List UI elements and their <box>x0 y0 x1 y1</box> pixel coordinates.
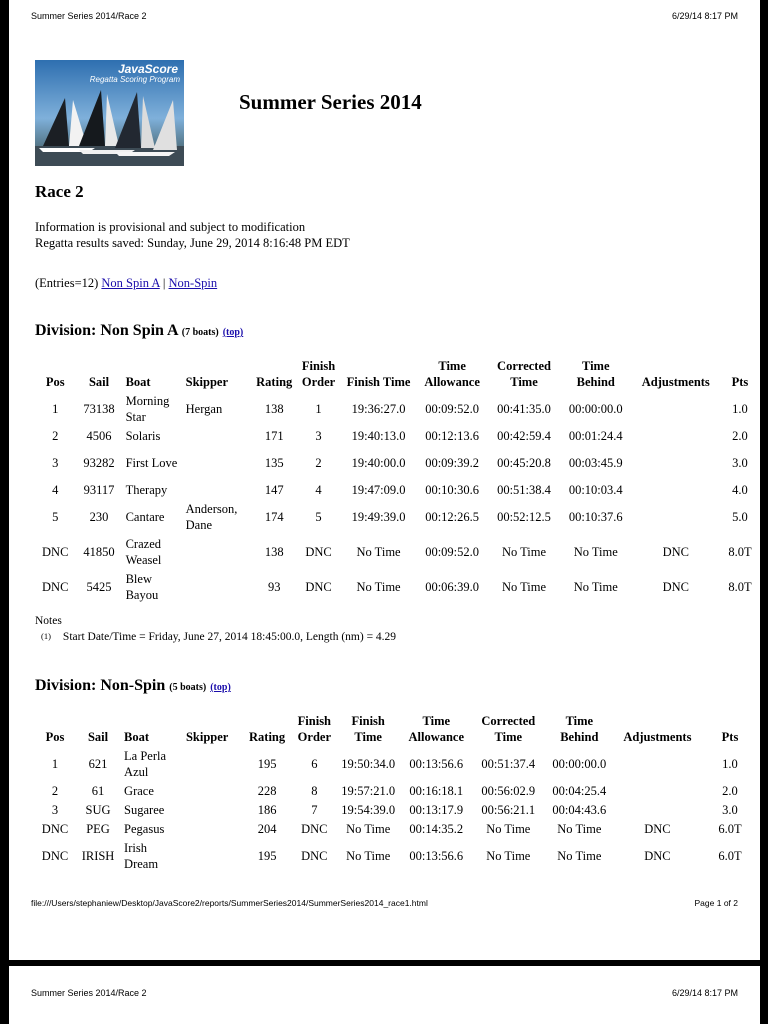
column-header: Finish Time <box>346 375 411 389</box>
table-cell: 93282 <box>83 455 115 470</box>
table-cell: PEG <box>86 821 110 836</box>
table-cell <box>183 781 242 800</box>
table-cell: 93117 <box>83 482 115 497</box>
table-cell: 204 <box>257 821 277 836</box>
table-cell: 3 <box>52 455 59 470</box>
footer-page-number: Page 1 of 2 <box>694 898 738 908</box>
table-cell: 00:01:24.4 <box>568 428 623 443</box>
table-cell: 00:51:37.4 <box>481 756 536 771</box>
table-cell: 00:13:17.9 <box>409 802 464 817</box>
table-cell: 2.0 <box>732 428 748 443</box>
table-cell: 00:41:35.0 <box>497 401 551 416</box>
column-header: Boat <box>125 375 151 389</box>
column-header: Pos <box>45 375 65 389</box>
table-cell <box>183 819 242 838</box>
table-header-row <box>35 712 760 746</box>
top-link[interactable]: (top) <box>222 327 244 338</box>
table-cell <box>615 800 700 819</box>
table-cell: 4 <box>315 482 322 497</box>
table-row <box>35 499 760 534</box>
table-cell: 5 <box>52 509 59 524</box>
results-table-non-spin <box>35 712 760 873</box>
table-cell: 5 <box>315 509 322 524</box>
table-cell: 6.0T <box>718 821 742 836</box>
non-spin-a-link[interactable]: Non Spin A <box>101 276 160 290</box>
column-header: Adjustments <box>641 375 710 389</box>
notes-label: Notes <box>35 615 62 627</box>
provisional-notice: Information is provisional and subject to modification <box>35 220 306 234</box>
column-header: Corrected Time <box>481 714 536 744</box>
non-spin-link[interactable]: Non-Spin <box>168 276 218 290</box>
table-cell: DNC <box>301 848 328 863</box>
table-row <box>35 480 760 499</box>
table-cell: 61 <box>91 783 105 798</box>
column-header: Finish Order <box>301 359 336 389</box>
table-cell: No Time <box>573 544 618 559</box>
table-cell: Solaris <box>125 428 161 443</box>
table-cell: No Time <box>346 821 391 836</box>
table-cell: 174 <box>264 509 284 524</box>
table-cell: 73138 <box>83 401 115 416</box>
table-cell: DNC <box>42 544 69 559</box>
table-cell: 195 <box>257 756 277 771</box>
note-item <box>41 631 396 643</box>
table-cell: 00:09:52.0 <box>425 401 480 416</box>
table-cell: Irish Dream <box>124 840 159 871</box>
table-cell: 8 <box>311 783 318 798</box>
print-header-title: Summer Series 2014/Race 2 <box>31 988 147 998</box>
table-cell: 00:42:59.4 <box>497 428 551 443</box>
table-cell: Morning Star <box>125 393 170 424</box>
table-cell: 7 <box>311 802 318 817</box>
table-cell: No Time <box>557 848 602 863</box>
entries-separator: | <box>162 276 166 290</box>
print-page-2 <box>9 966 760 1024</box>
table-cell: 00:13:56.6 <box>409 848 464 863</box>
table-cell: No Time <box>486 821 531 836</box>
table-cell: DNC <box>305 544 332 559</box>
table-cell: DNC <box>42 579 69 594</box>
column-header: Time Allowance <box>424 359 480 389</box>
table-cell: DNC <box>644 821 671 836</box>
table-cell <box>183 569 253 604</box>
table-cell: DNC <box>644 848 671 863</box>
table-cell <box>183 445 253 480</box>
table-cell: IRISH <box>81 848 115 863</box>
table-cell: 8.0T <box>728 579 752 594</box>
table-cell: 3 <box>51 802 59 817</box>
table-cell <box>183 838 242 873</box>
table-cell: 147 <box>264 482 284 497</box>
table-cell: Therapy <box>125 482 168 497</box>
table-cell: 19:50:34.0 <box>341 756 396 771</box>
table-cell: DNC <box>301 821 328 836</box>
table-cell: Hergan <box>185 401 223 416</box>
division-heading-non-spin <box>35 677 231 695</box>
table-cell: 00:00:00.0 <box>552 756 607 771</box>
table-row <box>35 445 760 480</box>
table-cell: 2 <box>315 455 322 470</box>
table-cell: 00:56:21.1 <box>481 802 536 817</box>
table-cell: 5.0 <box>732 509 748 524</box>
table-cell: 00:10:03.4 <box>568 482 623 497</box>
table-cell: 621 <box>88 756 108 771</box>
table-cell: Anderson, Dane <box>185 501 238 532</box>
table-cell: 19:54:39.0 <box>341 802 396 817</box>
table-cell: DNC <box>41 821 69 836</box>
table-cell: Crazed Weasel <box>125 536 162 567</box>
table-cell: 00:03:45.9 <box>568 455 623 470</box>
table-cell: 19:47:09.0 <box>351 482 406 497</box>
entries-count: (Entries=12) <box>35 276 99 290</box>
table-cell: 186 <box>257 802 277 817</box>
table-cell: 19:40:13.0 <box>351 428 406 443</box>
table-cell: 1.0 <box>732 401 748 416</box>
table-cell: 00:00:00.0 <box>568 401 623 416</box>
table-cell <box>632 480 720 499</box>
table-cell: 3.0 <box>722 802 738 817</box>
table-cell: 00:45:20.8 <box>497 455 551 470</box>
javascore-logo <box>35 60 184 166</box>
table-cell <box>183 480 253 499</box>
column-header: Sail <box>88 375 110 389</box>
table-cell: No Time <box>557 821 602 836</box>
table-cell: 1.0 <box>722 756 738 771</box>
column-header: Pts <box>731 375 749 389</box>
table-row <box>35 781 760 800</box>
column-header: Sail <box>87 730 109 744</box>
table-cell: 19:36:27.0 <box>351 401 406 416</box>
table-cell: 00:10:37.6 <box>568 509 623 524</box>
column-header: Pos <box>45 730 65 744</box>
table-row <box>35 746 760 781</box>
table-cell: 4.0 <box>732 482 748 497</box>
column-header: Time Behind <box>576 359 615 389</box>
table-row <box>35 819 760 838</box>
table-cell <box>615 746 700 781</box>
table-cell: 230 <box>89 509 109 524</box>
column-header: Rating <box>249 730 286 744</box>
table-cell: Pegasus <box>124 821 165 836</box>
table-cell: 00:12:13.6 <box>425 428 480 443</box>
column-header: Skipper <box>185 375 229 389</box>
table-cell: 5425 <box>86 579 112 594</box>
table-cell: No Time <box>356 544 401 559</box>
table-cell: 00:16:18.1 <box>409 783 464 798</box>
entries-line <box>35 276 217 291</box>
table-row <box>35 426 760 445</box>
table-cell: 00:12:26.5 <box>425 509 480 524</box>
top-link[interactable]: (top) <box>210 682 231 693</box>
table-cell <box>632 426 720 445</box>
sailboats-image <box>35 60 184 166</box>
table-cell <box>183 800 242 819</box>
column-header: Skipper <box>185 730 229 744</box>
table-cell: 3 <box>315 428 322 443</box>
table-cell: 00:04:25.4 <box>552 783 607 798</box>
table-cell <box>615 781 700 800</box>
note-marker: (1) <box>41 631 51 641</box>
column-header: Rating <box>256 375 293 389</box>
table-cell: 00:51:38.4 <box>497 482 551 497</box>
table-cell: 4 <box>52 482 59 497</box>
regatta-title: Summer Series 2014 <box>239 90 422 114</box>
table-row <box>35 569 760 604</box>
column-header: Adjustments <box>623 730 692 744</box>
table-cell: 138 <box>264 544 284 559</box>
table-cell: 19:49:39.0 <box>351 509 406 524</box>
table-cell: 8.0T <box>728 544 752 559</box>
division-heading-non-spin-a <box>35 322 243 340</box>
print-header-datetime: 6/29/14 8:17 PM <box>671 11 738 21</box>
results-table-non-spin-a <box>35 357 760 604</box>
table-cell: SUG <box>85 802 111 817</box>
table-cell: 135 <box>264 455 284 470</box>
column-header: Finish Time <box>351 714 385 744</box>
table-cell <box>632 499 720 534</box>
table-cell: 138 <box>264 401 284 416</box>
table-cell: 19:40:00.0 <box>351 455 406 470</box>
table-cell: 195 <box>257 848 277 863</box>
table-row <box>35 800 760 819</box>
table-cell: Grace <box>124 783 154 798</box>
table-row <box>35 391 760 426</box>
table-cell: DNC <box>305 579 332 594</box>
table-cell <box>183 746 242 781</box>
table-cell: Blew Bayou <box>125 571 159 602</box>
table-cell: 00:10:30.6 <box>425 482 480 497</box>
table-cell: No Time <box>486 848 531 863</box>
table-cell: No Time <box>573 579 618 594</box>
table-cell: 2.0 <box>722 783 738 798</box>
print-header-datetime: 6/29/14 8:17 PM <box>671 988 738 998</box>
table-cell: 2 <box>52 428 59 443</box>
column-header: Corrected Time <box>497 359 551 389</box>
table-cell: DNC <box>662 579 689 594</box>
table-cell: 2 <box>51 783 59 798</box>
table-cell: 171 <box>264 428 284 443</box>
table-cell: 00:04:43.6 <box>552 802 607 817</box>
table-cell <box>632 445 720 480</box>
table-cell: DNC <box>662 544 689 559</box>
table-cell: No Time <box>346 848 391 863</box>
table-cell: 00:13:56.6 <box>409 756 464 771</box>
table-cell: 6 <box>311 756 318 771</box>
column-header: Pts <box>721 730 739 744</box>
table-cell: 4506 <box>86 428 112 443</box>
table-cell: No Time <box>501 544 547 559</box>
table-cell: 1 <box>315 401 322 416</box>
table-cell: 1 <box>51 756 59 771</box>
division-label: Division: Non-Spin <box>35 677 166 694</box>
column-header: Time Allowance <box>408 714 465 744</box>
table-cell: 00:52:12.5 <box>497 509 551 524</box>
table-cell: Sugaree <box>124 802 165 817</box>
column-header: Finish Order <box>297 714 332 744</box>
table-cell: La Perla Azul <box>124 748 167 779</box>
table-cell: 93 <box>267 579 281 594</box>
note-text: Start Date/Time = Friday, June 27, 2014 18:45:00.0, Length (nm) = 4.29 <box>62 631 397 643</box>
table-cell: 3.0 <box>732 455 748 470</box>
race-title: Race 2 <box>35 182 84 201</box>
table-row <box>35 838 760 873</box>
table-cell <box>183 534 253 569</box>
table-cell: 00:56:02.9 <box>481 783 536 798</box>
division-boat-count: (7 boats) <box>181 327 219 338</box>
logo-title: JavaScore <box>117 62 178 76</box>
table-cell: 41850 <box>83 544 115 559</box>
column-header: Boat <box>124 730 150 744</box>
table-cell: 00:06:39.0 <box>425 579 480 594</box>
logo-subtitle: Regatta Scoring Program <box>89 75 180 84</box>
table-cell: Cantare <box>125 509 165 524</box>
table-cell: 00:09:52.0 <box>425 544 480 559</box>
table-cell: No Time <box>356 579 401 594</box>
table-header-row <box>35 357 760 391</box>
table-cell: No Time <box>501 579 547 594</box>
print-page-1 <box>9 0 760 960</box>
division-boat-count: (5 boats) <box>169 682 207 693</box>
column-header: Time Behind <box>560 714 599 744</box>
table-cell: DNC <box>41 848 69 863</box>
print-header-title: Summer Series 2014/Race 2 <box>31 11 147 21</box>
table-cell: 228 <box>257 783 277 798</box>
table-cell: 1 <box>52 401 59 416</box>
table-cell: 00:14:35.2 <box>409 821 464 836</box>
division-label: Division: Non Spin A <box>35 322 178 339</box>
table-cell: 00:09:39.2 <box>425 455 480 470</box>
footer-file-path: file:///Users/stephaniew/Desktop/JavaScore2/reports/SummerSeries2014/SummerSeries2014_race1.html <box>31 898 428 908</box>
table-cell: First Love <box>125 455 178 470</box>
table-cell: 19:57:21.0 <box>341 783 396 798</box>
table-cell <box>183 426 253 445</box>
results-saved-line: Regatta results saved: Sunday, June 29, 2014 8:16:48 PM EDT <box>35 236 350 250</box>
table-cell <box>632 391 720 426</box>
table-cell: 6.0T <box>718 848 742 863</box>
table-row <box>35 534 760 569</box>
